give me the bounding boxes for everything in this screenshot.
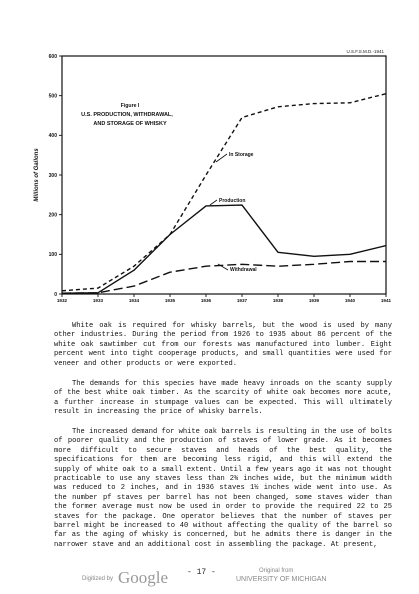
y-tick-label: 300 [48,172,57,179]
series-line [62,262,386,294]
university-text: UNIVERSITY OF MICHIGAN [236,576,327,583]
y-tick-label: 0 [54,291,57,298]
series-label: In Storage [229,152,254,158]
page-footer [0,566,419,588]
series-label: Withdrawal [230,267,257,273]
x-tick-label: 1936 [200,298,212,303]
x-axis [57,294,392,303]
paragraph-3: The increased demand for white oak barrels is resulting in the use of bolts of poorer quality and the production of staves of lower grade. As it becomes more difficult to secure staves and heads of the best quality, the specifications for them are becoming less rigid, and this will extend the supply of white oak to a small extent. Until a few years ago it was not thought practicable to use any staves less than 2¾ inches wide, but the minimum width was reduced to 2 inches, and in 1936 staves 1½ inches wide went into use. As the number pf staves per barrel has not been changed, some staves wider than the former average must now be used in order to provide the required 22 to 25 staves for the package. One operator believes that the number of staves per barrel might be increased to 40 without affecting the quality of the barrel so far as the aging of whisky is concerned, but he admits there is danger in the narrower stave and an additional cost in assembling the package. At present, [54,428,392,549]
y-tick-label: 500 [48,93,57,100]
x-tick-label: 1933 [92,298,104,303]
x-tick-label: 1939 [308,298,320,303]
x-tick-label: 1935 [164,298,176,303]
corner-note: U.S.F.S.M.D.-1941 [346,49,384,54]
x-tick-label: 1940 [344,298,356,303]
series-label: Production [219,198,246,204]
x-tick-label: 1937 [236,298,248,303]
y-tick-label: 100 [48,252,57,259]
series-label-arrow [210,200,217,205]
y-tick-label: 400 [48,133,57,140]
chart-title-line: U.S. PRODUCTION, WITHDRAWAL, [81,112,173,118]
original-from-text: Original from [259,568,294,574]
chart-title [81,103,173,127]
plot-frame [62,56,386,294]
google-logo: Google [118,568,169,587]
x-tick-label: 1932 [56,298,68,303]
x-tick-label: 1934 [128,298,140,303]
digitized-by-text: Digitized by [82,576,114,582]
y-axis-label: Millions of Gallons [34,148,40,202]
chart-title-line: Figure I [120,103,140,109]
y-tick-label: 600 [48,53,57,60]
chart-title-line: AND STORAGE OF WHISKY [93,121,167,127]
y-tick-label: 200 [48,212,57,219]
series-labels [210,152,257,273]
page-number: - 17 - [187,568,216,577]
x-tick-label: 1938 [272,298,284,303]
paragraph-2: The demands for this species have made heavy inroads on the scanty supply of the best white oak timber. As the scarcity of white oak becomes more acute, a further increase in stumpage values can be expected. This will ultimately result in increasing the price of whisky barrels. [54,380,392,417]
y-axis [49,54,62,298]
x-tick-label: 1941 [380,298,392,303]
paragraph-1: White oak is required for whisky barrels, but the wood is used by many other industries. During the period from 1926 to 1935 about 86 percent of the white oak sawtimber cut from our forests was manufactured into lumber. Eight percent went into tight cooperage products, and small quantities were used for veneer and other products or were exported. [54,322,392,368]
